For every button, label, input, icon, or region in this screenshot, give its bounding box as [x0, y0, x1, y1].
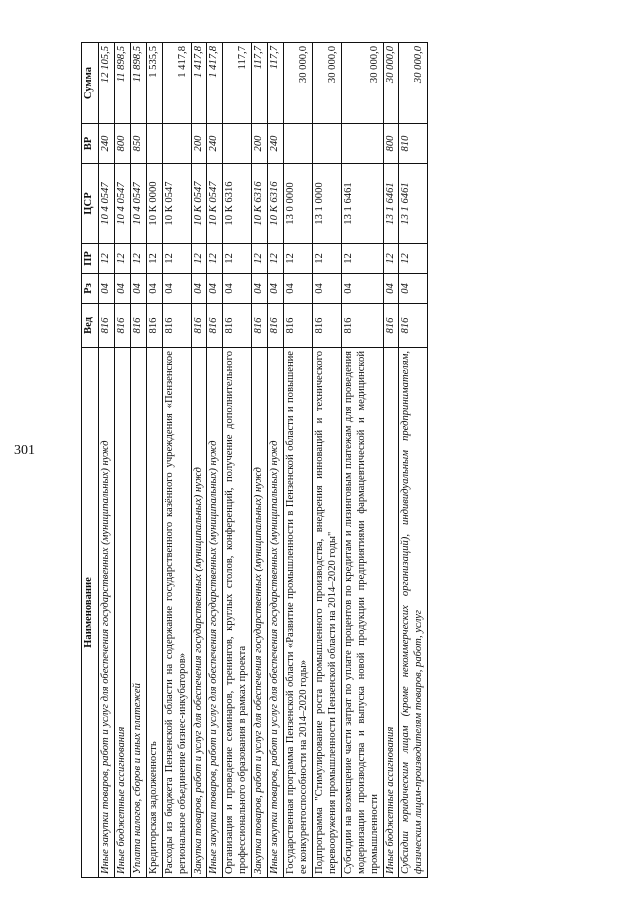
table-row: [312, 43, 341, 878]
cell-vr: 240: [99, 124, 115, 164]
cell-csr: 10 К 0547: [207, 164, 223, 244]
cell-rz: 04: [284, 274, 313, 304]
header-rz: Рз: [82, 274, 99, 304]
cell-rz: 04: [191, 274, 207, 304]
cell-vr: [284, 124, 313, 164]
cell-vr: 200: [191, 124, 207, 164]
table-row: [99, 43, 115, 878]
cell-pr: 12: [207, 244, 223, 274]
cell-pr: 12: [223, 244, 252, 274]
cell-vr: [312, 124, 341, 164]
cell-pr: 12: [341, 244, 383, 274]
cell-name: Уплата налогов, сборов и иных платежей: [130, 348, 146, 878]
cell-ved: 816: [383, 304, 399, 348]
cell-vr: 800: [114, 124, 130, 164]
cell-name: Иные бюджетные ассигнования: [114, 348, 130, 878]
table-header-row: [82, 43, 99, 878]
table-row: [252, 43, 268, 878]
cell-name: Расходы из бюджета Пензенской области на содержание государственного казённого учреждения «Пензенское региональное объединение бизнес-инкубаторов»: [162, 348, 191, 878]
cell-csr: 10 К 6316: [268, 164, 284, 244]
cell-rz: 04: [162, 274, 191, 304]
cell-csr: 10 К 0000: [146, 164, 162, 244]
cell-name: Государственная программа Пензенской области «Развитие промышленности в Пензенской области и повышение ее конкурентоспособности на 2014–2020 годы»: [284, 348, 313, 878]
cell-name: Субсидии юридическим лицам (кроме некоммерческих организаций), индивидуальным предпринимателям, физическим лицам-производителям товаров, работ, услуг: [399, 348, 428, 878]
cell-ved: 816: [207, 304, 223, 348]
cell-csr: 13 1 0000: [312, 164, 341, 244]
cell-sum: 117,7: [252, 43, 268, 124]
cell-ved: 816: [399, 304, 428, 348]
table-row: [146, 43, 162, 878]
table-row: [268, 43, 284, 878]
cell-csr: 10 4 0547: [99, 164, 115, 244]
table-row: [114, 43, 130, 878]
cell-csr: 10 К 6316: [252, 164, 268, 244]
cell-ved: 816: [114, 304, 130, 348]
cell-csr: 13 1 6461: [341, 164, 383, 244]
cell-csr: 10 К 0547: [162, 164, 191, 244]
cell-rz: 04: [399, 274, 428, 304]
cell-sum: 1 417,8: [162, 43, 191, 124]
cell-pr: 12: [99, 244, 115, 274]
cell-pr: 12: [162, 244, 191, 274]
cell-vr: 800: [383, 124, 399, 164]
cell-rz: 04: [252, 274, 268, 304]
cell-csr: 13 1 6461: [399, 164, 428, 244]
cell-csr: 10 4 0547: [114, 164, 130, 244]
cell-ved: 816: [162, 304, 191, 348]
cell-vr: [162, 124, 191, 164]
table-row: [223, 43, 252, 878]
cell-sum: 30 000,0: [312, 43, 341, 124]
cell-ved: 816: [130, 304, 146, 348]
cell-pr: 12: [130, 244, 146, 274]
rotated-table-wrapper: [81, 43, 571, 878]
cell-name: Иные закупки товаров, работ и услуг для обеспечения государственных (муниципальных) нужд: [268, 348, 284, 878]
cell-name: Кредиторская задолженность: [146, 348, 162, 878]
cell-name: Закупка товаров, работ и услуг для обеспечения государственных (муниципальных) нужд: [191, 348, 207, 878]
table-row: [341, 43, 383, 878]
cell-rz: 04: [99, 274, 115, 304]
cell-pr: 12: [191, 244, 207, 274]
cell-pr: 12: [312, 244, 341, 274]
cell-name: Закупка товаров, работ и услуг для обеспечения государственных (муниципальных) нужд: [252, 348, 268, 878]
header-vr: ВР: [82, 124, 99, 164]
cell-pr: 12: [146, 244, 162, 274]
cell-sum: 11 898,5: [114, 43, 130, 124]
cell-pr: 12: [252, 244, 268, 274]
cell-rz: 04: [312, 274, 341, 304]
cell-vr: [341, 124, 383, 164]
table-row: [284, 43, 313, 878]
cell-rz: 04: [207, 274, 223, 304]
cell-ved: 816: [252, 304, 268, 348]
cell-rz: 04: [146, 274, 162, 304]
cell-csr: 10 К 6316: [223, 164, 252, 244]
cell-sum: 117,7: [223, 43, 252, 124]
cell-name: Иные бюджетные ассигнования: [383, 348, 399, 878]
cell-pr: 12: [399, 244, 428, 274]
table-row: [399, 43, 428, 878]
header-sum: Сумма: [82, 43, 99, 124]
page-number: 301: [14, 443, 35, 458]
cell-vr: 240: [268, 124, 284, 164]
cell-ved: 816: [268, 304, 284, 348]
cell-rz: 04: [223, 274, 252, 304]
cell-sum: 1 535,5: [146, 43, 162, 124]
cell-rz: 04: [268, 274, 284, 304]
table-row: [130, 43, 146, 878]
cell-pr: 12: [284, 244, 313, 274]
cell-sum: 30 000,0: [284, 43, 313, 124]
cell-csr: 10 4 0547: [130, 164, 146, 244]
table-row: [162, 43, 191, 878]
cell-name: Подпрограмма "Стимулирование роста промышленного производства, внедрения инноваций и технического перевооружения промышленности Пензенской области на 2014–2020 годы": [312, 348, 341, 878]
cell-sum: 30 000,0: [399, 43, 428, 124]
cell-ved: 816: [223, 304, 252, 348]
cell-ved: 816: [99, 304, 115, 348]
cell-vr: 810: [399, 124, 428, 164]
cell-vr: 240: [207, 124, 223, 164]
cell-pr: 12: [114, 244, 130, 274]
cell-vr: [146, 124, 162, 164]
header-ved: Вед: [82, 304, 99, 348]
header-pr: ПР: [82, 244, 99, 274]
budget-table: [81, 42, 428, 878]
cell-ved: 816: [191, 304, 207, 348]
cell-pr: 12: [383, 244, 399, 274]
cell-pr: 12: [268, 244, 284, 274]
cell-name: Субсидии на возмещение части затрат по уплате процентов по кредитам и лизинговым платежам для проведения модернизации производства и выпуска новой продукции предприятиями фармацевтической и медицинской промышленности: [341, 348, 383, 878]
cell-ved: 816: [312, 304, 341, 348]
header-name: Наименование: [82, 348, 99, 878]
cell-sum: 117,7: [268, 43, 284, 124]
cell-csr: 13 1 6461: [383, 164, 399, 244]
cell-ved: 816: [284, 304, 313, 348]
cell-csr: 13 0 0000: [284, 164, 313, 244]
cell-rz: 04: [341, 274, 383, 304]
cell-csr: 10 К 0547: [191, 164, 207, 244]
cell-vr: 850: [130, 124, 146, 164]
table-row: [383, 43, 399, 878]
cell-rz: 04: [130, 274, 146, 304]
table-body: [99, 43, 428, 878]
cell-name: Иные закупки товаров, работ и услуг для обеспечения государственных (муниципальных) нужд: [207, 348, 223, 878]
cell-sum: 30 000,0: [383, 43, 399, 124]
table-row: [207, 43, 223, 878]
cell-rz: 04: [114, 274, 130, 304]
cell-sum: 12 105,5: [99, 43, 115, 124]
header-csr: ЦСР: [82, 164, 99, 244]
cell-sum: 30 000,0: [341, 43, 383, 124]
cell-ved: 816: [341, 304, 383, 348]
cell-rz: 04: [383, 274, 399, 304]
cell-name: Организация и проведение семинаров, тренингов, круглых столов, конференций, получение дополнительного профессионального образования в рамках проекта: [223, 348, 252, 878]
cell-vr: [223, 124, 252, 164]
table-row: [191, 43, 207, 878]
cell-sum: 1 417,8: [191, 43, 207, 124]
cell-vr: 200: [252, 124, 268, 164]
cell-sum: 11 898,5: [130, 43, 146, 124]
cell-name: Иные закупки товаров, работ и услуг для обеспечения государственных (муниципальных) нужд: [99, 348, 115, 878]
cell-sum: 1 417,8: [207, 43, 223, 124]
cell-ved: 816: [146, 304, 162, 348]
